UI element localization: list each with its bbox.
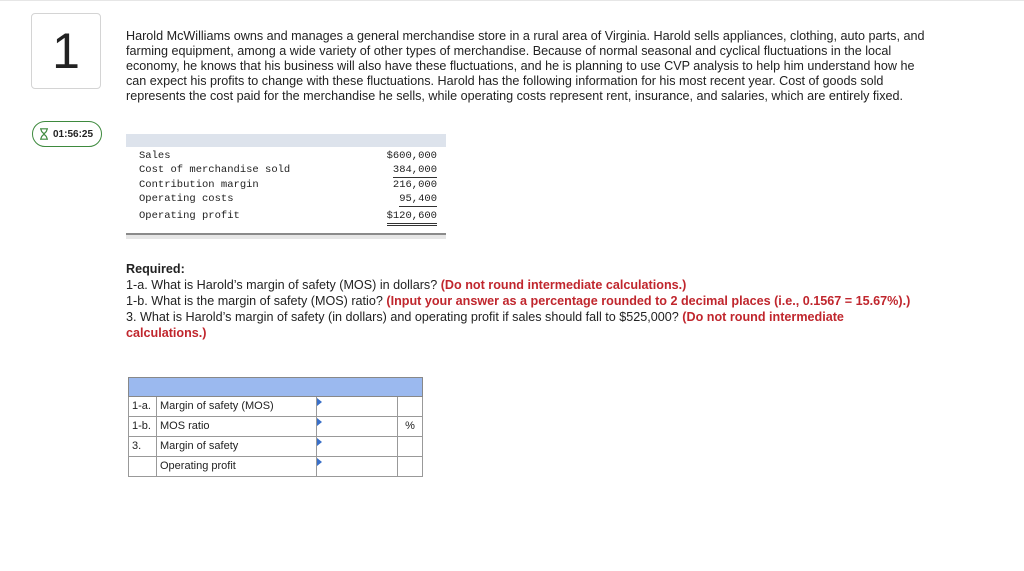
row-number: 1-b.: [128, 417, 157, 437]
row-label: Margin of safety (MOS): [157, 397, 317, 417]
row-label: Operating profit: [157, 457, 317, 477]
answer-input-3-mos[interactable]: [317, 437, 398, 457]
answer-input-3-profit[interactable]: [317, 457, 398, 477]
financial-row-cogs: Cost of merchandise sold 384,000: [139, 164, 437, 176]
triangle-marker-icon: [317, 398, 322, 406]
row-number: [128, 457, 157, 477]
required-1b: 1-b. What is the margin of safety (MOS) ratio? (Input your answer as a percentage rounded to 2 decimal places (i.e., 0.1567 = 15.67%).): [126, 294, 911, 308]
financial-statement: [126, 134, 446, 240]
row-suffix: [398, 397, 423, 417]
financial-row-operating-costs: Operating costs 95,400: [139, 193, 437, 205]
financial-row-contribution-margin: Contribution margin 216,000: [139, 179, 437, 191]
required-1a: 1-a. What is Harold’s margin of safety (MOS) in dollars? (Do not round intermediate calculations.): [126, 278, 687, 292]
mos-dollars-input[interactable]: [317, 397, 401, 418]
timer-value: 01:56:25: [53, 128, 94, 140]
financial-header-band: [126, 134, 446, 147]
hourglass-icon: [39, 128, 49, 140]
mos-ratio-input[interactable]: [317, 417, 401, 438]
top-divider: [0, 0, 1024, 1]
question-number: 1: [31, 13, 101, 89]
row-suffix: %: [398, 417, 423, 437]
triangle-marker-icon: [317, 418, 322, 426]
row-label: Margin of safety: [157, 437, 317, 457]
row-number: 1-a.: [128, 397, 157, 417]
required-3-note: (Do not round intermediate calculations.): [126, 310, 844, 340]
row-suffix: [398, 457, 423, 477]
answer-row-1b: [128, 417, 423, 437]
required-1b-note: (Input your answer as a percentage rounded to 2 decimal places (i.e., 0.1567 = 15.67%).): [386, 294, 911, 308]
answer-input-1b[interactable]: [317, 417, 398, 437]
answer-row-3-profit: [128, 457, 423, 477]
problem-text: Harold McWilliams owns and manages a general merchandise store in a rural area of Virginia. Harold sells appliances, clothing, auto parts, and farming equipment, among a wide variety of other types of merchandise. Because of normal seasonal and cyclical fluctuations in the local economy, he knows that his business will also have these fluctuations, and he is planning to use CVP analysis to help him understand how he can expect his profits to change with these fluctuations. Harold has the following information for his most recent year. Cost of goods sold represents the cost paid for the merchandise he sells, while operating costs represent rent, insurance, and salaries, which are entirely fixed.: [126, 29, 925, 103]
triangle-marker-icon: [317, 458, 322, 466]
answer-table-header: [128, 377, 423, 397]
required-1a-note: (Do not round intermediate calculations.): [440, 278, 687, 292]
financial-row-sales: Sales $600,000: [139, 150, 437, 162]
answer-row-1a: [128, 397, 423, 417]
required-3: 3. What is Harold’s margin of safety (in dollars) and operating profit if sales should fall to $525,000? (Do not round intermediate calculations.): [126, 310, 844, 340]
financial-row-operating-profit: Operating profit $120,600: [139, 210, 444, 225]
answer-input-1a[interactable]: [317, 397, 398, 417]
triangle-marker-icon: [317, 438, 322, 446]
financial-bottom-shade: [126, 235, 446, 239]
row-suffix: [398, 437, 423, 457]
answer-row-3-mos: [128, 437, 423, 457]
required-section: [126, 261, 916, 341]
row-number: 3.: [128, 437, 157, 457]
timer-badge: [32, 121, 102, 147]
operating-profit-input[interactable]: [317, 457, 401, 478]
mos-at-525k-input[interactable]: [317, 437, 401, 458]
row-label: MOS ratio: [157, 417, 317, 437]
required-heading: Required:: [126, 262, 185, 276]
